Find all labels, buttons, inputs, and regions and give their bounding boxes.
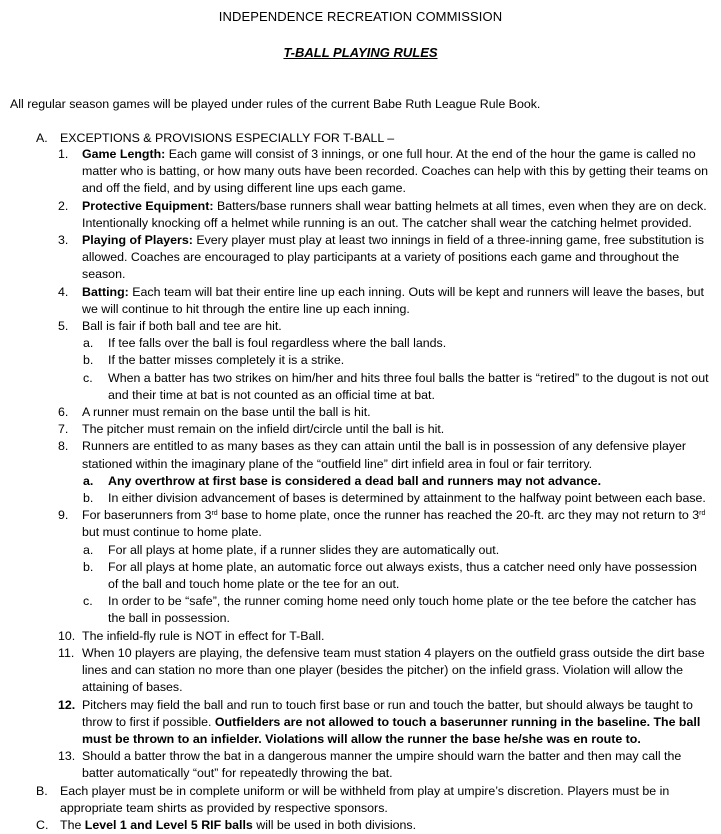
sub-rule-item bbox=[10, 490, 710, 507]
rule-text: base to home plate, once the runner has reached the 20-ft. arc they may not return to 3 bbox=[217, 508, 700, 523]
rule-text: A runner must remain on the base until the ball is hit. bbox=[82, 405, 371, 420]
rule-number: 1. bbox=[58, 147, 69, 161]
rule-item bbox=[10, 645, 710, 697]
sub-rule-letter: b. bbox=[83, 559, 94, 574]
section-letter: C. bbox=[36, 817, 49, 832]
rule-emphasis: Outfielders are not allowed to touch a baserunner running in the baseline. The ball must be thrown to an infielder. Violations will allow the runner the base he/she was en route to. bbox=[82, 714, 701, 746]
rule-number: 3. bbox=[58, 233, 69, 248]
section-heading-text: EXCEPTIONS & PROVISIONS ESPECIALLY FOR T-BALL – bbox=[60, 131, 395, 145]
rule-number: 8. bbox=[58, 439, 69, 454]
sub-rule-item bbox=[10, 335, 710, 352]
sub-rule-text: If the batter misses completely it is a strike. bbox=[108, 353, 345, 368]
rule-item bbox=[10, 284, 710, 318]
sub-rule-text: Any overthrow at first base is considered a dead ball and runners may not advance. bbox=[108, 473, 602, 488]
sub-rule-text: If tee falls over the ball is foul regardless where the ball lands. bbox=[108, 336, 447, 351]
intro-paragraph: All regular season games will be played under rules of the current Babe Ruth League Rule Book. bbox=[10, 97, 541, 111]
sub-rule-item bbox=[10, 542, 710, 559]
rule-heading: Protective Equipment: bbox=[82, 198, 214, 213]
sub-rule-item bbox=[10, 559, 710, 593]
sub-rule-letter: a. bbox=[83, 542, 94, 557]
sub-rule-text: For all plays at home plate, an automatic force out always exists, thus a catcher need only have possession of the ball and touch home plate or the tee for an out. bbox=[108, 559, 697, 592]
sub-rule-item bbox=[10, 352, 710, 369]
rule-number: 11. bbox=[58, 645, 75, 660]
sub-rule-item bbox=[10, 370, 710, 404]
rule-item bbox=[10, 421, 710, 438]
page-title: T-BALL PLAYING RULES bbox=[283, 45, 438, 60]
rule-text: Pitchers may field the ball and run to touch first base or run and touch the batter, but should always be taught to throw to first if possible. bbox=[82, 697, 693, 729]
rule-item bbox=[10, 232, 710, 284]
section-text: Each player must be in complete uniform or will be withheld from play at umpire’s discretion. Players must be in appropriate team shirts as provided by respective sponsors. bbox=[60, 783, 670, 815]
rule-heading: Batting: bbox=[82, 284, 129, 299]
rule-item bbox=[10, 697, 710, 749]
rule-text: Ball is fair if both ball and tee are hit. bbox=[82, 319, 282, 334]
rule-item bbox=[10, 198, 710, 232]
rule-number: 12. bbox=[58, 697, 76, 712]
sub-rule-text: In order to be “safe”, the runner coming home need only touch home plate or the tee before the catcher has the ball in possession. bbox=[108, 594, 697, 626]
section-emphasis: Level 1 and Level 5 RIF balls bbox=[84, 817, 253, 832]
sub-rule-letter: b. bbox=[83, 491, 94, 506]
rule-text: Each game will consist of 3 innings, or one full hour. At the end of the hour the game is called no matter who is batting, or how many outs have been recorded. Coaches can help with this by getting their teams on and off the field, and by using different line ups each game. bbox=[82, 147, 709, 196]
ordinal-suffix: rd bbox=[211, 510, 218, 518]
section-text: The bbox=[60, 817, 85, 832]
sub-rule-text: For all plays at home plate, if a runner slides they are automatically out. bbox=[108, 542, 500, 557]
rule-number: 4. bbox=[58, 284, 69, 299]
rule-number: 10. bbox=[58, 628, 76, 643]
sub-rule-letter: b. bbox=[83, 353, 94, 368]
rule-item bbox=[10, 146, 710, 198]
rule-item bbox=[10, 438, 710, 472]
rule-item bbox=[10, 748, 710, 782]
rule-number: 5. bbox=[58, 319, 69, 334]
rule-text: but must continue to home plate. bbox=[82, 525, 262, 540]
rule-number: 7. bbox=[58, 422, 69, 437]
sub-rule-text: In either division advancement of bases is determined by attainment to the halfway point between each base. bbox=[108, 491, 706, 506]
rule-text: Runners are entitled to as many bases as they can attain until the ball is in possession of any defensive player stationed within the imaginary plane of the “outfield line” dirt infield area in foul or fair territory. bbox=[82, 439, 687, 471]
rule-text: Should a batter throw the bat in a dangerous manner the umpire should warn the batter and then may call the batter automatically “out” for repeatedly throwing the bat. bbox=[82, 749, 682, 781]
rule-text: When 10 players are playing, the defensive team must station 4 players on the outfield grass outside the dirt base lines and can station no more than one player (besides the pitcher) on the infield grass. Violation will allow the attaining of bases. bbox=[82, 645, 705, 695]
rule-number: 9. bbox=[58, 508, 69, 523]
rule-text: Every player must play at least two innings in field of a three-inning game, free substitution is allowed. Coaches are encouraged to play participants at a variety of positions each game and throughout the season. bbox=[82, 233, 704, 282]
rule-number: 2. bbox=[58, 198, 69, 213]
rule-text: For baserunners from 3 bbox=[82, 508, 212, 523]
sub-rule-text: When a batter has two strikes on him/her and hits three foul balls the batter is “retired” to the dugout is not out and their time at bat is not counted as an official time at bat. bbox=[108, 370, 709, 402]
rule-item bbox=[10, 318, 710, 335]
section-letter: B. bbox=[36, 783, 48, 798]
section-a-heading bbox=[10, 130, 710, 147]
rule-text: The pitcher must remain on the infield dirt/circle until the ball is hit. bbox=[82, 422, 445, 437]
sub-rule-item bbox=[10, 473, 710, 490]
section-b bbox=[10, 783, 710, 817]
rule-text: Batters/base runners shall wear batting helmets at all times, even when they are on deck. Intentionally knocking off a helmet while running is an out. The catcher shall wear the catching helmet provided. bbox=[82, 198, 707, 230]
rule-heading: Game Length: bbox=[82, 147, 166, 161]
section-text: will be used in both divisions. bbox=[252, 817, 417, 832]
rule-text: The infield-fly rule is NOT in effect for T-Ball. bbox=[82, 628, 325, 643]
rule-item bbox=[10, 507, 710, 541]
rule-heading: Playing of Players: bbox=[82, 233, 193, 248]
sub-rule-item bbox=[10, 593, 710, 627]
rule-text: Each team will bat their entire line up each inning. Outs will be kept and runners will leave the bases, but we will continue to hit through the entire line up each inning. bbox=[82, 284, 704, 316]
sub-rule-letter: c. bbox=[83, 370, 93, 385]
rule-item bbox=[10, 404, 710, 421]
organization-name: INDEPENDENCE RECREATION COMMISSION bbox=[218, 9, 503, 24]
sub-rule-letter: a. bbox=[83, 473, 94, 488]
section-c bbox=[10, 817, 710, 834]
rule-number: 6. bbox=[58, 405, 69, 420]
rule-item bbox=[10, 628, 710, 645]
section-letter: A. bbox=[36, 131, 48, 145]
sub-rule-letter: a. bbox=[83, 336, 94, 351]
ordinal-suffix: rd bbox=[699, 510, 706, 518]
sub-rule-letter: c. bbox=[83, 594, 93, 609]
rule-number: 13. bbox=[58, 749, 76, 764]
rules-list bbox=[10, 146, 710, 834]
